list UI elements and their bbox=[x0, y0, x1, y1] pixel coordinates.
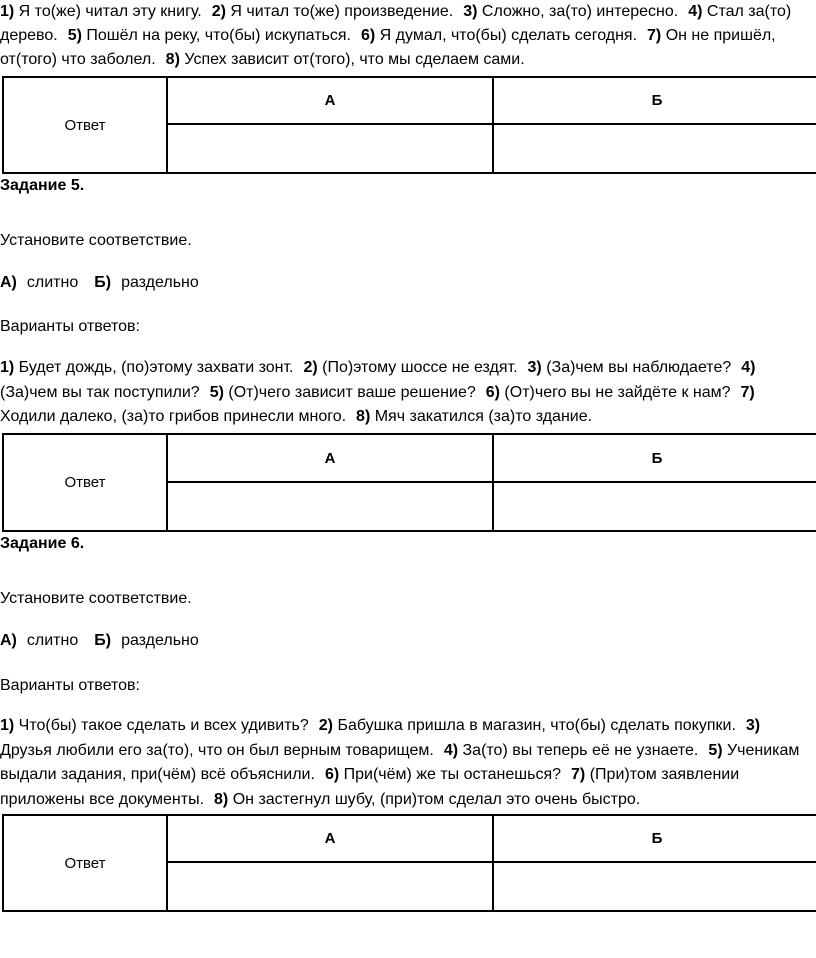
answer-table bbox=[2, 76, 816, 174]
item-text: (При)том заявлении bbox=[585, 766, 740, 783]
column-b-header: Б bbox=[493, 434, 816, 482]
item-number: 3) bbox=[745, 717, 761, 734]
task-5-line-3 bbox=[0, 405, 592, 429]
item-number: 6) bbox=[361, 27, 376, 44]
item-text: дерево. bbox=[0, 27, 58, 44]
answer-table bbox=[2, 814, 816, 912]
item-text: (От)чего зависит ваше решение? bbox=[223, 384, 476, 401]
answer-label: Ответ bbox=[3, 77, 167, 173]
option-a-key: А) bbox=[0, 632, 17, 649]
item-text: (От)чего вы не зайдёте к нам? bbox=[499, 384, 731, 401]
column-a-header: А bbox=[167, 434, 493, 482]
item-text: Бабушка пришла в магазин, что(бы) сделать покупки. bbox=[333, 717, 736, 734]
task-6-line-1 bbox=[0, 714, 760, 738]
item-text: приложены все документы. bbox=[0, 791, 205, 808]
item-number: 8) bbox=[165, 51, 180, 68]
item-number: 4) bbox=[741, 359, 756, 376]
item-number: 5) bbox=[67, 27, 82, 44]
option-a-label: слитно bbox=[26, 274, 79, 291]
item-text: Друзья любили его за(то), что он был верным товарищем. bbox=[0, 742, 434, 759]
item-number: 1) bbox=[0, 3, 15, 20]
item-text: При(чём) же ты останешься? bbox=[339, 766, 562, 783]
option-a-label: слитно bbox=[26, 632, 79, 649]
column-a-header: А bbox=[167, 77, 493, 124]
task-6-line-2 bbox=[0, 739, 799, 763]
top-line-3 bbox=[0, 48, 525, 72]
item-text: от(того) что заболел. bbox=[0, 51, 156, 68]
column-a-header: А bbox=[167, 815, 493, 862]
answer-cell-a[interactable] bbox=[167, 124, 493, 173]
item-text: За(то) вы теперь её не узнаете. bbox=[458, 742, 699, 759]
answer-cell-b[interactable] bbox=[493, 124, 816, 173]
item-number: 7) bbox=[647, 27, 662, 44]
item-number: 5) bbox=[209, 384, 224, 401]
item-number: 2) bbox=[318, 717, 333, 734]
task-6-instruction: Установите соответствие. bbox=[0, 590, 192, 607]
option-b-key: Б) bbox=[94, 274, 112, 291]
item-number: 3) bbox=[463, 3, 478, 20]
task-5-variants-label: Варианты ответов: bbox=[0, 318, 140, 335]
item-text: Я читал то(же) произведение. bbox=[225, 3, 454, 20]
option-b-key: Б) bbox=[94, 632, 112, 649]
item-text: Успех зависит от(того), что мы сделаем сами. bbox=[179, 51, 525, 68]
item-number: 2) bbox=[303, 359, 318, 376]
answer-cell-a[interactable] bbox=[167, 862, 493, 911]
answer-cell-b[interactable] bbox=[493, 482, 816, 531]
item-number: 4) bbox=[443, 742, 459, 759]
task-6-options bbox=[0, 631, 199, 651]
item-number: 6) bbox=[485, 384, 500, 401]
item-text: Ходили далеко, (за)то грибов принесли много. bbox=[0, 408, 347, 425]
item-text: Стал за(то) bbox=[702, 3, 792, 20]
option-a-key: А) bbox=[0, 274, 17, 291]
answer-label: Ответ bbox=[3, 815, 167, 911]
task-6-line-3 bbox=[0, 763, 739, 787]
item-number: 3) bbox=[527, 359, 542, 376]
item-text: Пошёл на реку, что(бы) искупаться. bbox=[81, 27, 351, 44]
option-b-label: раздельно bbox=[121, 632, 199, 649]
item-number: 1) bbox=[0, 717, 15, 734]
task-6-title: Задание 6. bbox=[0, 535, 85, 552]
item-number: 2) bbox=[211, 3, 226, 20]
task-5-instruction: Установите соответствие. bbox=[0, 232, 192, 249]
option-b-label: раздельно bbox=[121, 274, 199, 291]
item-text: Что(бы) такое сделать и всех удивить? bbox=[14, 717, 309, 734]
item-number: 5) bbox=[708, 742, 723, 759]
item-text: Сложно, за(то) интересно. bbox=[477, 3, 679, 20]
top-line-2 bbox=[0, 24, 776, 48]
task-6-variants-label: Варианты ответов: bbox=[0, 677, 140, 694]
item-number: 7) bbox=[571, 766, 586, 783]
top-line-1 bbox=[0, 0, 791, 24]
item-text: (За)чем вы наблюдаете? bbox=[541, 359, 732, 376]
answer-table bbox=[2, 433, 816, 532]
column-b-header: Б bbox=[493, 815, 816, 862]
item-number: 8) bbox=[214, 791, 229, 808]
item-text: (За)чем вы так поступили? bbox=[0, 384, 200, 401]
item-number: 8) bbox=[356, 408, 371, 425]
item-text: Ученикам bbox=[722, 742, 800, 759]
column-b-header: Б bbox=[493, 77, 816, 124]
answer-cell-a[interactable] bbox=[167, 482, 493, 531]
item-text: Он застегнул шубу, (при)том сделал это очень быстро. bbox=[228, 791, 641, 808]
task-6-line-4 bbox=[0, 788, 640, 812]
item-text: (По)этому шоссе не ездят. bbox=[317, 359, 518, 376]
answer-label: Ответ bbox=[3, 434, 167, 531]
item-text: Я думал, что(бы) сделать сегодня. bbox=[375, 27, 638, 44]
item-number: 7) bbox=[740, 384, 755, 401]
task-5-options bbox=[0, 273, 199, 293]
item-text: Мяч закатился (за)то здание. bbox=[370, 408, 593, 425]
item-text: Он не пришёл, bbox=[661, 27, 776, 44]
item-text: выдали задания, при(чём) всё объяснили. bbox=[0, 766, 315, 783]
item-text: Будет дождь, (по)этому захвати зонт. bbox=[14, 359, 294, 376]
item-number: 6) bbox=[324, 766, 340, 783]
answer-cell-b[interactable] bbox=[493, 862, 816, 911]
task-5-line-1 bbox=[0, 356, 755, 380]
item-number: 4) bbox=[688, 3, 703, 20]
item-text: Я то(же) читал эту книгу. bbox=[14, 3, 202, 20]
task-5-line-2 bbox=[0, 381, 755, 405]
item-number: 1) bbox=[0, 359, 15, 376]
task-5-title: Задание 5. bbox=[0, 177, 85, 194]
